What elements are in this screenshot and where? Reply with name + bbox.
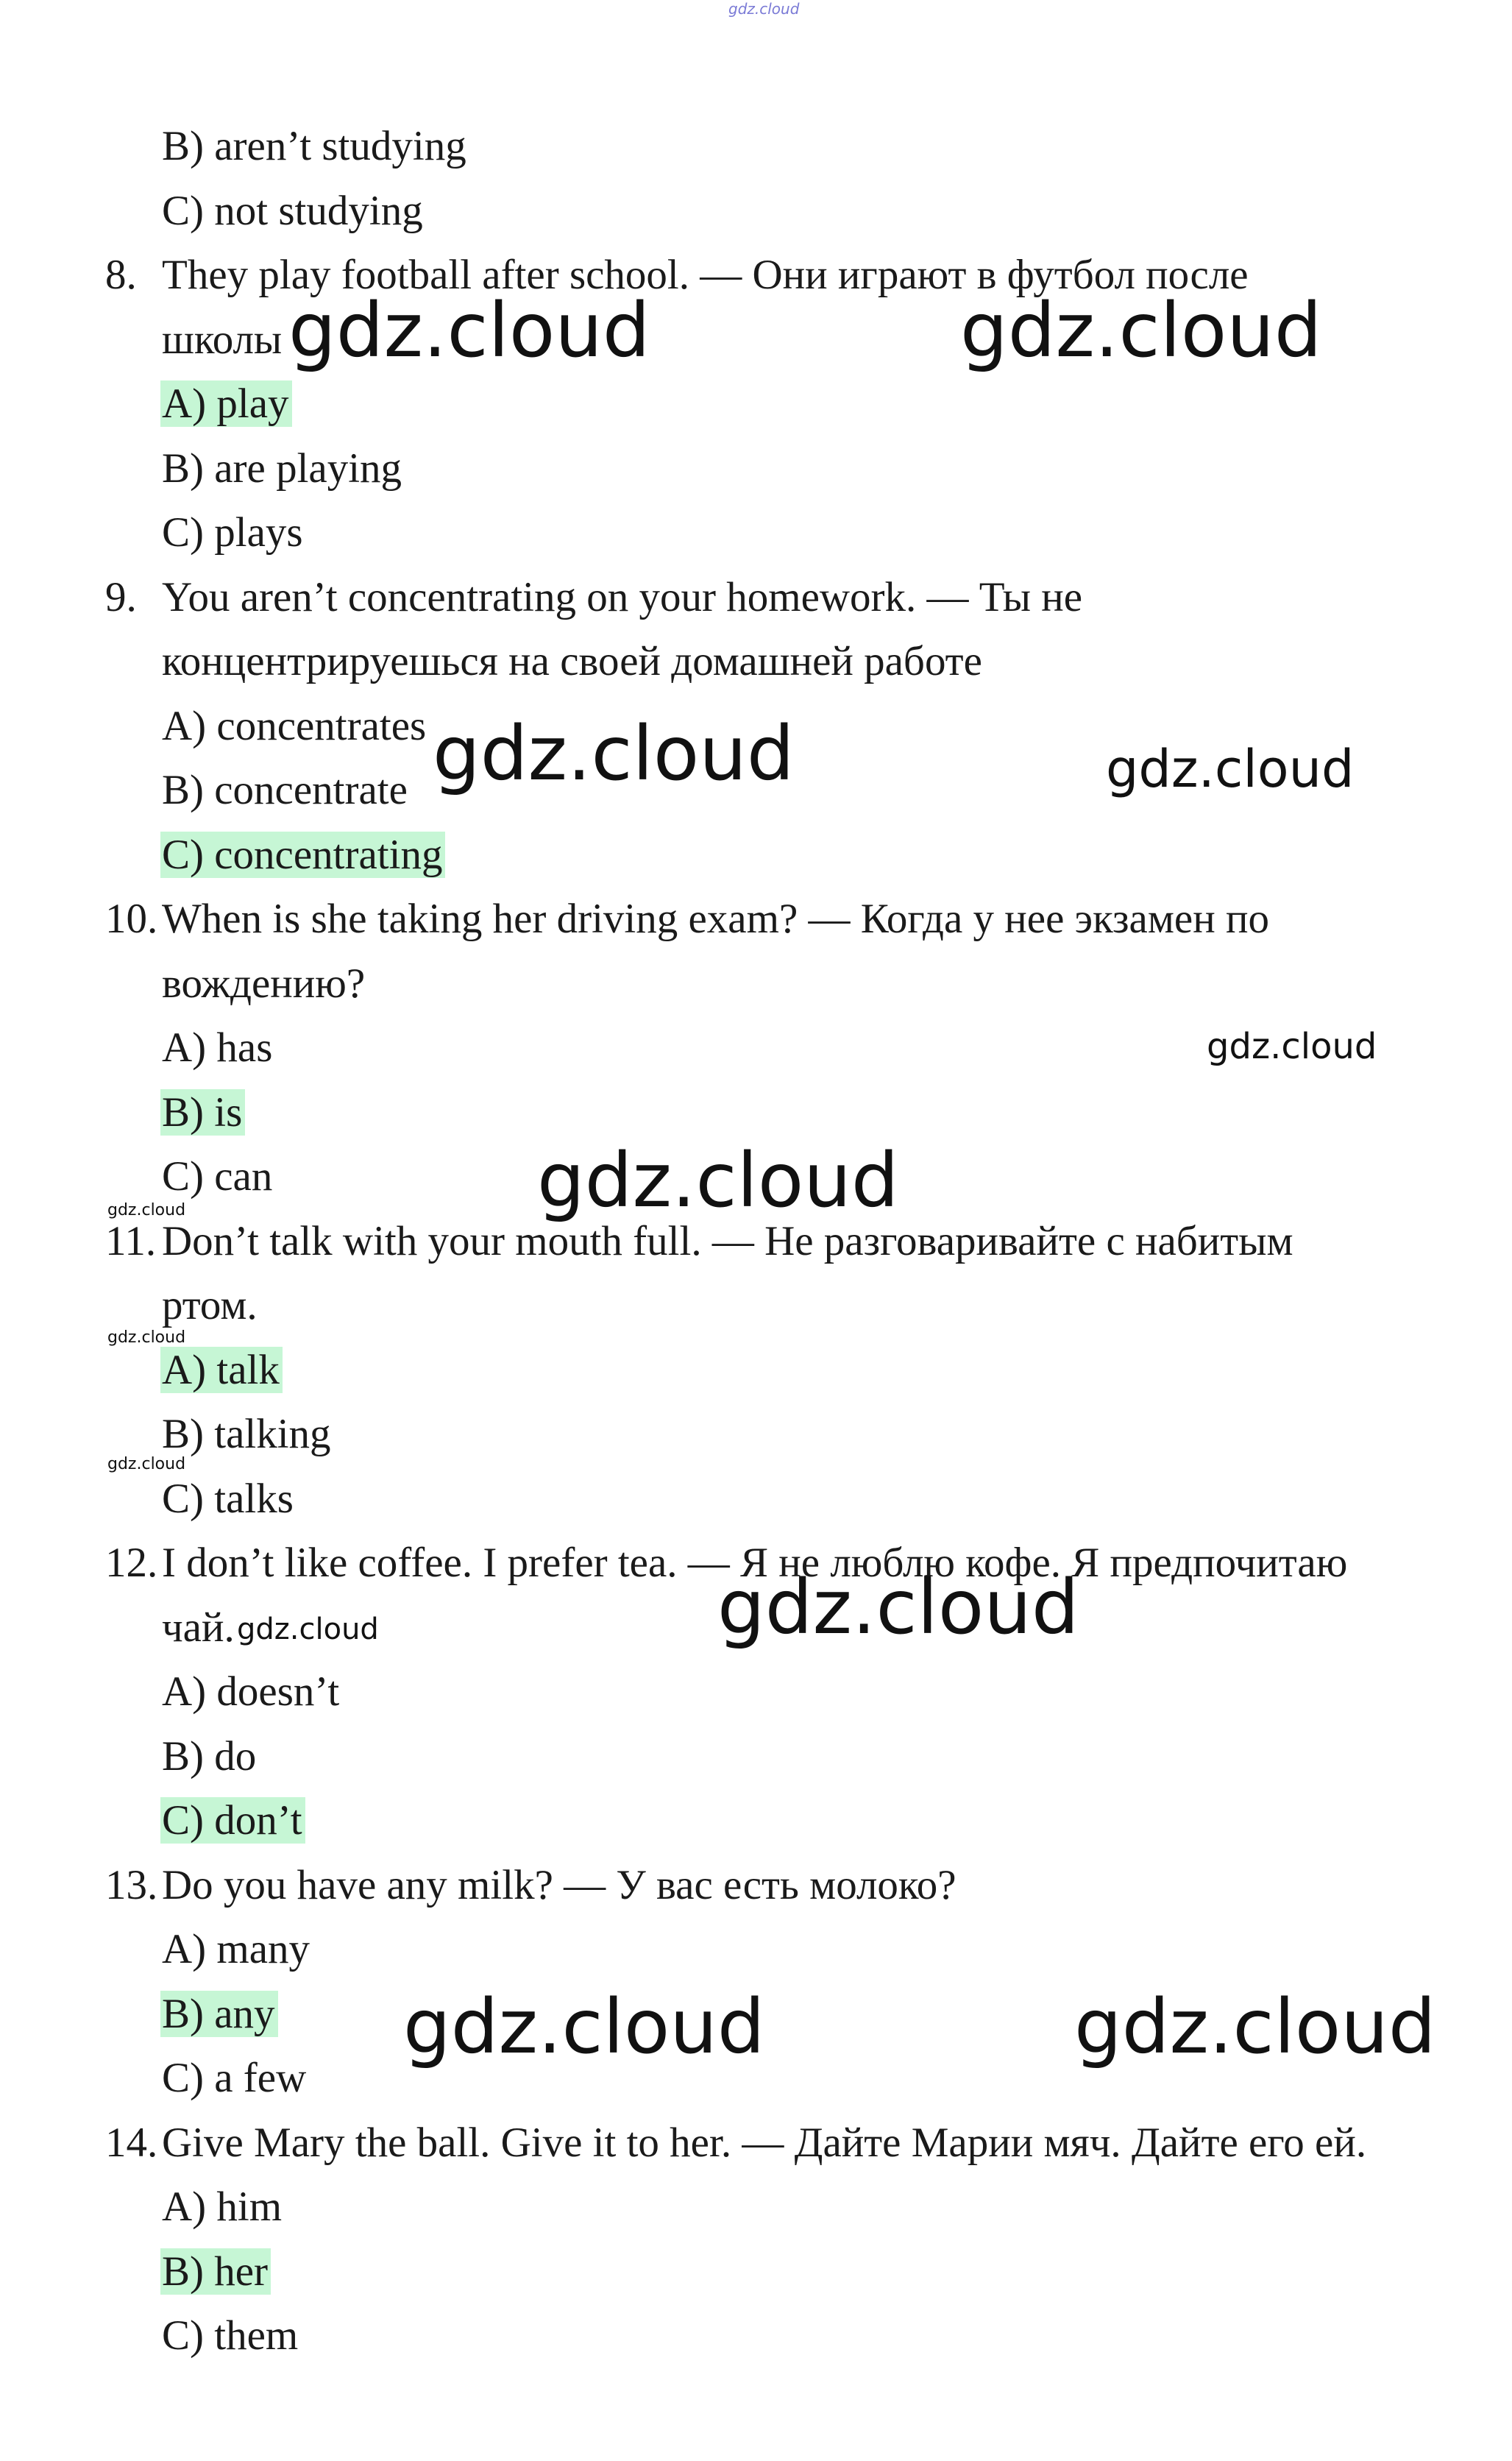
- option-c: C) them: [162, 2312, 299, 2359]
- correct-answer: A) play: [160, 380, 292, 427]
- option-b: B) talking: [162, 1411, 331, 1457]
- question-text-cont: вождению?: [162, 960, 366, 1007]
- option-a: [162, 372, 292, 436]
- question-text: You aren’t concentrating on your homework. — Ты не: [162, 574, 1083, 620]
- question-text: Give Mary the ball. Give it to her. — Дайте Марии мяч. Дайте его ей.: [162, 2120, 1367, 2166]
- question-number: 13.: [105, 1862, 158, 1908]
- question-text-cont: концентрируешься на своей домашней работе: [162, 638, 982, 684]
- question-text: Do you have any milk? — У вас есть молоко?: [162, 1862, 956, 1908]
- option-a: A) concentrates: [162, 703, 427, 749]
- watermark: gdz.cloud: [1207, 1026, 1377, 1067]
- option-b: B) are playing: [162, 445, 402, 492]
- watermark: gdz.cloud: [107, 1328, 186, 1347]
- question-text: Don’t talk with your mouth full. — Не разговаривайте с набитым: [162, 1218, 1293, 1264]
- option-c: [162, 1788, 305, 1853]
- option-a: [162, 1338, 283, 1403]
- question-number: 14.: [105, 2120, 158, 2166]
- watermark: gdz.cloud: [107, 1201, 186, 1219]
- option-b: B) do: [162, 1733, 257, 1780]
- watermark: gdz.cloud: [288, 287, 650, 375]
- question-text-cont: ртом.: [162, 1282, 258, 1328]
- correct-answer: B) is: [160, 1089, 245, 1136]
- question-number: 9.: [105, 574, 137, 620]
- watermark: gdz.cloud: [237, 1612, 379, 1646]
- question-number: 12.: [105, 1540, 158, 1586]
- watermark: gdz.cloud: [960, 287, 1322, 375]
- watermark: gdz.cloud: [537, 1137, 899, 1225]
- question-text: I don’t like coffee. I prefer tea. — Я не люблю кофе. Я предпочитаю: [162, 1540, 1348, 1586]
- watermark: gdz.cloud: [403, 1983, 765, 2071]
- question-text: They play football after school. — Они играют в футбол после: [162, 252, 1249, 298]
- watermark: gdz.cloud: [717, 1564, 1079, 1651]
- option-b: [162, 2239, 271, 2304]
- option-a: A) doesn’t: [162, 1668, 340, 1715]
- option-b: B) concentrate: [162, 767, 408, 813]
- option-c: C) plays: [162, 509, 303, 556]
- option-b: [162, 1982, 278, 2047]
- option-a: A) has: [162, 1024, 273, 1071]
- correct-answer: B) her: [160, 2248, 271, 2295]
- watermark: gdz.cloud: [1074, 1983, 1436, 2071]
- question-text-cont: чай.: [162, 1604, 235, 1651]
- question-number: 10.: [105, 896, 158, 942]
- watermark: gdz.cloud: [1106, 739, 1355, 799]
- correct-answer: B) any: [160, 1991, 278, 2037]
- correct-answer: C) concentrating: [160, 832, 445, 878]
- watermark: gdz.cloud: [107, 1455, 186, 1473]
- watermark-top: gdz.cloud: [728, 0, 800, 18]
- option-b: [162, 1080, 245, 1145]
- option-line: B) aren’t studying: [162, 123, 466, 169]
- question-number: 8.: [105, 252, 137, 298]
- watermark: gdz.cloud: [433, 710, 795, 798]
- option-c: C) talks: [162, 1476, 294, 1522]
- option-c: [162, 823, 445, 888]
- option-a: A) many: [162, 1926, 310, 1972]
- option-a: A) him: [162, 2184, 283, 2230]
- question-number: 11.: [105, 1218, 157, 1264]
- option-c: C) a few: [162, 2055, 307, 2101]
- question-text: When is she taking her driving exam? — Когда у нее экзамен по: [162, 896, 1269, 942]
- correct-answer: A) talk: [160, 1347, 283, 1393]
- question-text-cont: школы: [162, 316, 283, 363]
- option-line: C) not studying: [162, 188, 423, 234]
- option-c: C) can: [162, 1153, 273, 1200]
- correct-answer: C) don’t: [160, 1797, 305, 1844]
